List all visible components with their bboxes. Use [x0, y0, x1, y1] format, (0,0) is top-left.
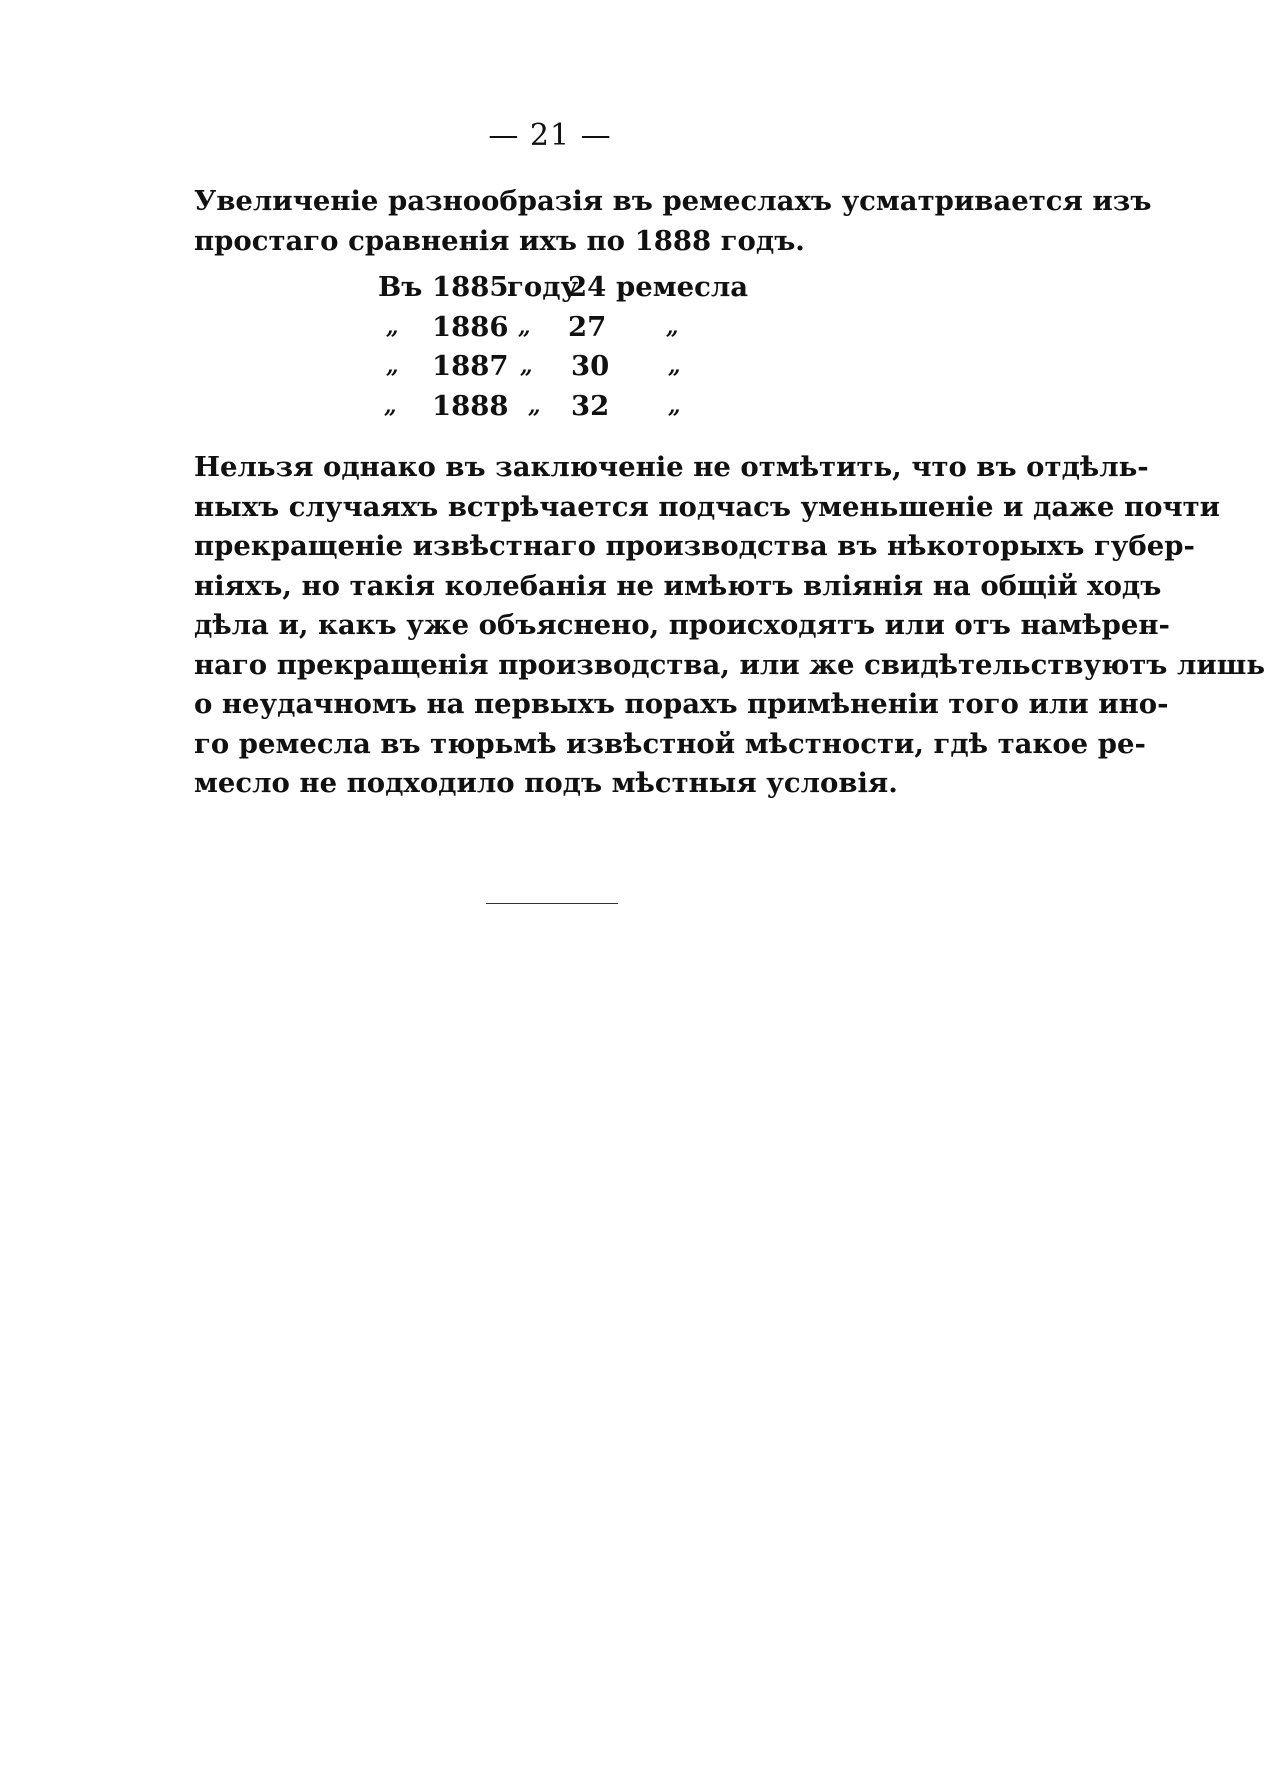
row-year: 1887	[432, 350, 509, 382]
section-divider	[486, 903, 618, 904]
row-year: 1885	[432, 271, 509, 303]
table-row	[378, 387, 738, 427]
paragraph-1-line: Увеличенiе разнообразiя въ ремеслахъ усматривается изъ	[194, 185, 1152, 217]
row-unit: „	[668, 353, 681, 379]
row-prefix: „	[386, 353, 399, 379]
crafts-by-year-table	[378, 268, 749, 426]
paragraph-2-line: го ремесла въ тюрьмѣ извѣстной мѣстности, гдѣ такое ре-	[194, 727, 1146, 760]
paragraph-2-line: прекращенiе извѣстнаго производства въ нѣкоторыхъ губер-	[194, 530, 1195, 562]
row-word: „	[520, 353, 533, 379]
row-prefix: Въ	[378, 271, 423, 303]
row-word: „	[518, 313, 531, 340]
paragraph-1	[150, 182, 1152, 261]
row-count: 27	[568, 310, 607, 343]
table-row	[378, 308, 738, 348]
table-row	[378, 347, 738, 387]
row-prefix: „	[384, 392, 397, 419]
row-count: 30	[571, 350, 610, 382]
paragraph-2-line: дѣла и, какъ уже объяснено, происходятъ или отъ намѣрен-	[194, 609, 1170, 641]
paragraph-2-line: наго прекращенiя производства, или же свидѣтельствуютъ лишь	[194, 648, 1265, 681]
row-count: 32	[571, 389, 610, 422]
row-year: 1886	[432, 310, 509, 343]
paragraph-2-line: о неудачномъ на первыхъ порахъ примѣненiи того или ино-	[194, 688, 1169, 720]
paragraph-2-line: ныхъ случаяхъ встрѣчается подчасъ уменьшенiе и даже почти	[194, 490, 1221, 523]
row-word: „	[528, 392, 541, 419]
paragraph-2-line: месло не подходило подъ мѣстныя условiя.	[194, 767, 898, 799]
row-unit: „	[668, 392, 681, 419]
row-prefix: „	[386, 313, 399, 340]
paragraph-1-line: простаго сравненiя ихъ по 1888 годъ.	[194, 224, 805, 257]
table-row	[378, 268, 749, 308]
row-word: году	[507, 271, 579, 303]
row-unit: ремесла	[616, 271, 749, 303]
paragraph-2-line: нiяхъ, но такiя колебанiя не имѣютъ влiянiя на общiй ходъ	[194, 569, 1162, 602]
row-count: 24	[568, 271, 607, 303]
page-number: — 21 —	[488, 118, 612, 153]
row-year: 1888	[432, 389, 509, 422]
paragraph-2	[150, 448, 1265, 804]
row-unit: „	[666, 313, 679, 340]
paragraph-2-line: Нельзя однако въ заключенiе не отмѣтить, что въ отдѣль-	[194, 451, 1149, 483]
